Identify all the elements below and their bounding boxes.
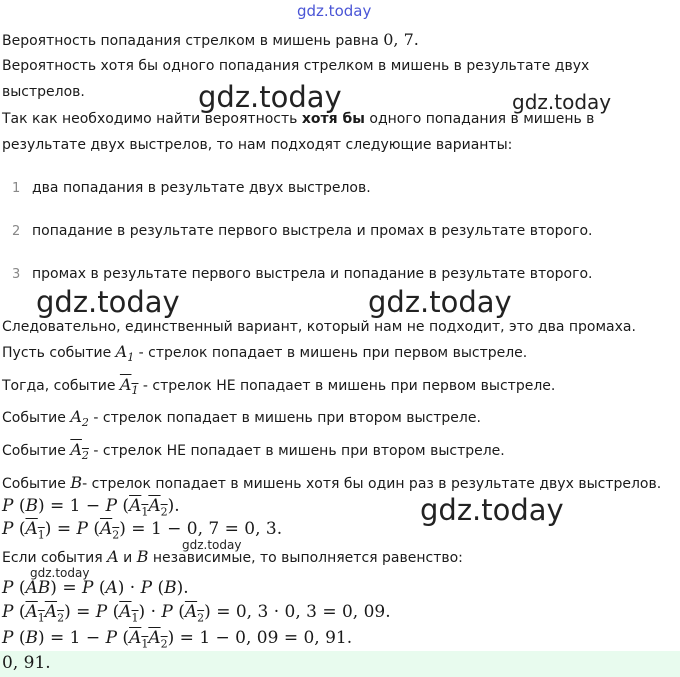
given-line: Вероятность попадания стрелком в мишень равна 0, 7.	[2, 30, 419, 49]
conclusion-line: Следовательно, единственный вариант, который нам не подходит, это два промаха.	[2, 319, 636, 335]
list-item: промах в результате первого выстрела и попадание в результате второго.	[32, 266, 593, 282]
watermark: gdz.today	[368, 285, 512, 319]
watermark: gdz.today	[512, 90, 612, 114]
watermark: gdz.today	[420, 493, 564, 527]
list-item: два попадания в результате двух выстрелов.	[32, 180, 371, 196]
formula-4: P $(A_1A_2) = P$ $(A_1) \cdot P$ $(A_2) = 0$, 3 · 0, 3 = 0, 09.	[2, 602, 391, 625]
find-line-1: Вероятность хотя бы одного попадания стрелком в мишень в результате двух	[2, 58, 590, 74]
event-a2-line: Событие $A_2$ - стрелок попадает в мишень при втором выстреле.	[2, 407, 481, 430]
formula-1: P (B) = 1 − P $(A_1A_2)$.	[2, 496, 180, 519]
event-a1-line: Пусть событие $A_1$ - стрелок попадает в мишень при первом выстреле.	[2, 342, 528, 365]
list-number: 1	[12, 181, 21, 196]
reasoning-line-2: результате двух выстрелов, то нам подходят следующие варианты:	[2, 137, 513, 153]
find-line-2: выстрелов.	[2, 84, 85, 100]
watermark: gdz.today	[30, 566, 90, 580]
formula-3: P (AB) = P (A) · P (B).	[2, 578, 189, 598]
event-not-a1-line: Тогда, событие $A_1$ - стрелок НЕ попадает в мишень при первом выстреле.	[2, 375, 556, 398]
list-item: попадание в результате первого выстрела и промах в результате второго.	[32, 223, 593, 239]
event-b-line: Событие B- стрелок попадает в мишень хотя бы один раз в результате двух выстрелов.	[2, 473, 662, 492]
list-number: 3	[12, 267, 21, 282]
reasoning-line-1: Так как необходимо найти вероятность хотя бы одного попадания в мишень в	[2, 111, 595, 127]
watermark: gdz.today	[198, 80, 342, 114]
list-number: 2	[12, 224, 21, 239]
watermark-top: gdz.today	[297, 2, 372, 20]
watermark: gdz.today	[182, 538, 242, 552]
formula-5: P (B) = 1 − P $(A_1A_2) = 1 - 0$, 09 = 0, 91.	[2, 628, 353, 651]
watermark: gdz.today	[36, 285, 180, 319]
given-value: 0, 7.	[383, 30, 419, 49]
independence-line: Если события A и B независимые, то выполняется равенство:	[2, 547, 463, 566]
formula-2: P $(A_1) = P$ $(A_2) = 1 - 0$, 7 = 0, 3.	[2, 519, 283, 542]
event-not-a2-line: Событие $A_2$ - стрелок НЕ попадает в мишень при втором выстреле.	[2, 440, 505, 463]
answer-value: 0, 91.	[2, 653, 51, 673]
answer-box	[0, 651, 680, 677]
